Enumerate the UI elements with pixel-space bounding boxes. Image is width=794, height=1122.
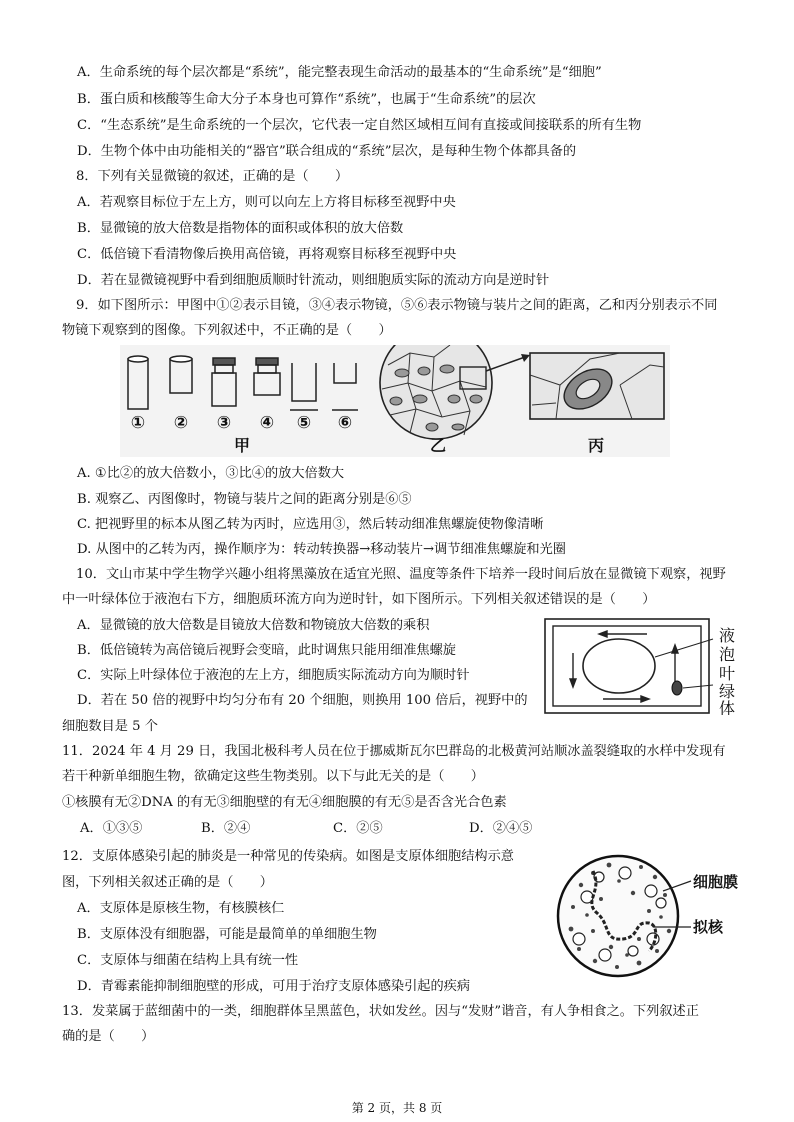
caption-jia: 甲	[233, 436, 251, 455]
q13-stem-line2: 确的是（ ）	[62, 1029, 155, 1044]
q10-stem-line1: 10．文山市某中学生物学兴趣小组将黑藻放在适宜光照、温度等条件下培养一段时间后放在显微镜下观察，视野	[76, 567, 726, 582]
q8-option-d: D．若在显微镜视野中看到细胞质顺时针流动，则细胞质实际的流动方向是逆时针	[77, 273, 550, 288]
q12-option-d: D．青霉素能抑制细胞壁的形成，可用于治疗支原体感染引起的疾病	[77, 979, 471, 994]
q9-stem-line1: 9．如下图所示：甲图中①②表示目镜，③④表示物镜，⑤⑥表示物镜与装片之间的距离，乙和丙分别表示不同	[76, 298, 718, 313]
q10-option-c: C．实际上叶绿体位于液泡的左上方，细胞质实际流动方向为顺时针	[77, 668, 470, 683]
q9-figure	[120, 345, 670, 457]
q11-items: ①核膜有无②DNA 的有无③细胞壁的有无④细胞膜的有无⑤是否含光合色素	[62, 795, 507, 810]
lens-label-4: ④	[259, 413, 275, 433]
lens-label-6: ⑥	[337, 413, 353, 433]
q9-stem-line2: 物镜下观察到的图像。下列叙述中，不正确的是（ ）	[62, 323, 392, 338]
q11-option-a: A．①③⑤	[80, 821, 143, 836]
label-nucleoid: 拟核	[693, 918, 724, 936]
q12-option-a: A．支原体是原核生物，有核膜核仁	[77, 901, 285, 916]
lens-label-2: ②	[173, 413, 189, 433]
q13-stem-line1: 13．发菜属于蓝细菌中的一类，细胞群体呈黑蓝色，状如发丝。因与“发财”谐音，有人争相食之。下列叙述正	[62, 1004, 699, 1019]
q10-stem-line2: 中一叶绿体位于液泡右下方，细胞质环流方向为逆时针，如下图所示。下列相关叙述错误的是（ ）	[62, 592, 656, 607]
q7-option-c: C．“生态系统”是生命系统的一个层次，它代表一定自然区域相互间有直接或间接联系的所有生物	[77, 118, 642, 133]
caption-yi: 乙	[429, 436, 447, 455]
q9-option-b: B. 观察乙、丙图像时，物镜与装片之间的距离分别是⑥⑤	[77, 492, 412, 507]
q10-option-d: D．若在 50 倍的视野中均匀分布有 20 个细胞，则换用 100 倍后，视野中的	[77, 693, 528, 708]
label-chloroplast-1: 叶	[719, 664, 736, 683]
q12-option-b: B．支原体没有细胞器，可能是最简单的单细胞生物	[77, 927, 377, 942]
q8-option-b: B．显微镜的放大倍数是指物体的面积或体积的放大倍数	[77, 221, 404, 236]
q12-stem-line1: 12．支原体感染引起的肺炎是一种常见的传染病。如图是支原体细胞结构示意	[62, 849, 514, 864]
label-vacuole-2: 泡	[719, 645, 736, 664]
q7-option-d: D．生物个体中由功能相关的“器官”联合组成的“系统”层次，是每种生物个体都具备的	[77, 144, 577, 159]
q12-stem-line2: 图，下列相关叙述正确的是（ ）	[62, 875, 273, 890]
q9-option-a: A. ①比②的放大倍数小，③比④的放大倍数大	[77, 466, 345, 481]
q10-option-d-cont: 细胞数目是 5 个	[62, 719, 158, 734]
q7-option-b: B．蛋白质和核酸等生命大分子本身也可算作“系统”，也属于“生命系统”的层次	[77, 92, 536, 107]
q10-option-a: A．显微镜的放大倍数是目镜放大倍数和物镜放大倍数的乘积	[77, 618, 430, 633]
vacuole-icon	[583, 639, 655, 693]
chloroplast-icon	[672, 681, 682, 695]
q10-cell-figure	[543, 617, 751, 715]
q12-mycoplasma-figure	[553, 851, 753, 981]
label-vacuole-1: 液	[719, 626, 736, 645]
lens-label-5: ⑤	[296, 413, 312, 433]
q8-stem: 8．下列有关显微镜的叙述，正确的是（ ）	[76, 169, 349, 184]
caption-bing: 丙	[587, 436, 605, 455]
q7-option-a: A．生命系统的每个层次都是“系统”，能完整表现生命活动的最基本的“生命系统”是“细胞”	[77, 65, 602, 80]
q10-option-b: B．低倍镜转为高倍镜后视野会变暗，此时调焦只能用细准焦螺旋	[77, 643, 456, 658]
q9-option-d: D. 从图中的乙转为丙，操作顺序为：转动转换器→移动装片→调节细准焦螺旋和光圈	[77, 542, 566, 557]
label-chloroplast-2: 绿	[719, 682, 736, 701]
q11-stem-line1: 11．2024 年 4 月 29 日，我国北极科考人员在位于挪威斯瓦尔巴群岛的北极黄河站顺冰盖裂缝取的水样中发现有	[62, 744, 726, 759]
q11-option-c: C．②⑤	[333, 821, 383, 836]
field-bing-icon	[530, 353, 664, 419]
q8-option-c: C．低倍镜下看清物像后换用高倍镜，再将观察目标移至视野中央	[77, 247, 457, 262]
q11-option-d: D．②④⑤	[469, 821, 533, 836]
q8-option-a: A．若观察目标位于左上方，则可以向左上方将目标移至视野中央	[77, 195, 456, 210]
page-footer: 第 2 页，共 8 页	[351, 1101, 443, 1115]
lens-label-1: ①	[130, 413, 146, 433]
q11-stem-line2: 若干种新单细胞生物，欲确定这些生物类别。以下与此无关的是（ ）	[62, 769, 484, 784]
label-membrane: 细胞膜	[693, 873, 739, 891]
q12-option-c: C．支原体与细菌在结构上具有统一性	[77, 953, 299, 968]
q11-option-b: B．②④	[201, 821, 251, 836]
label-chloroplast-3: 体	[719, 699, 736, 715]
q9-option-c: C. 把视野里的标本从图乙转为丙时，应选用③，然后转动细准焦螺旋使物像清晰	[77, 517, 544, 532]
lens-label-3: ③	[216, 413, 232, 433]
